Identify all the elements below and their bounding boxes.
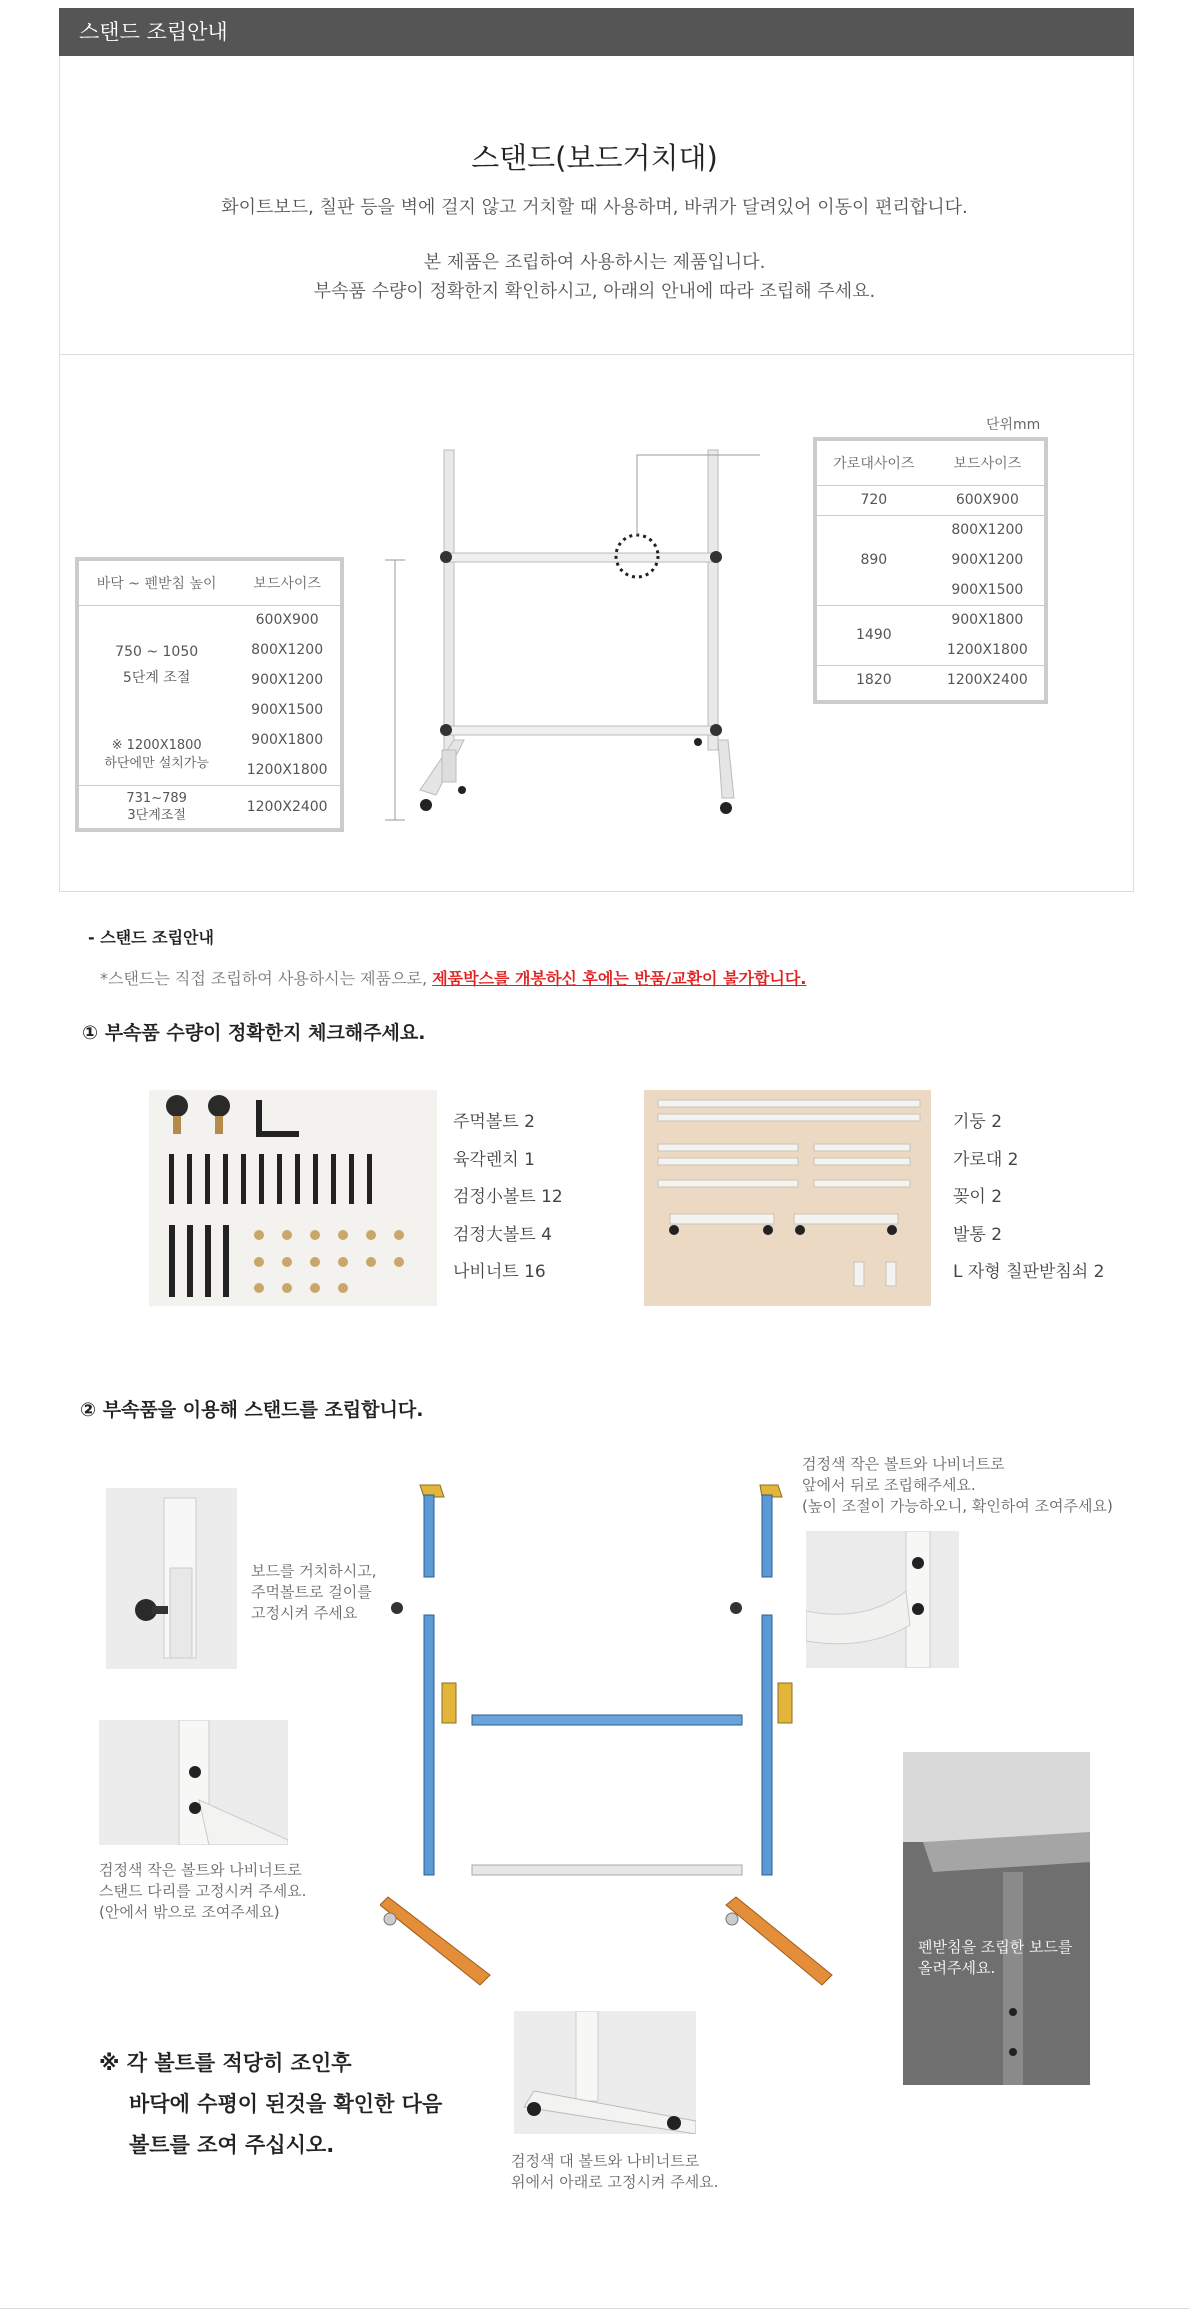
height-value: ※ 1200X1800 (111, 737, 202, 753)
height-value: 750 ~ 1050 (115, 644, 199, 661)
step1-title: ① 부속품 수량이 정확한지 체크해주세요. (82, 1022, 426, 1044)
caption-line: 위에서 아래로 고정시켜 주세요. (511, 2173, 719, 2191)
height-cell (79, 785, 234, 829)
bar-cell: 890 (817, 515, 931, 605)
size-cell: 900X1500 (931, 575, 1044, 605)
bar-cell: 1820 (856, 672, 892, 689)
small-parts-photo (149, 1090, 437, 1306)
caption-line: 스탠드 다리를 고정시켜 주세요. (99, 1882, 307, 1900)
caption-leg (99, 1860, 306, 1923)
product-note-2: 부속품 수량이 정확한지 확인하시고, 아래의 안내에 따라 조립해 주세요. (313, 281, 876, 302)
caption-foot (511, 2151, 718, 2193)
step2-title: ② 부속품을 이용해 스탠드를 조립합니다. (80, 1399, 424, 1421)
part-item: 발통 2 (953, 1224, 1003, 1245)
height-sub: 3단계조절 (127, 808, 186, 824)
caption-knob (251, 1561, 376, 1624)
size-cell: 900X1200 (951, 552, 1024, 568)
guide-label: - 스탠드 조립안내 (88, 928, 214, 947)
caption-line: 검정색 작은 볼트와 나비너트로 (802, 1455, 1005, 1473)
caption-line: 주먹볼트로 걸이를 (251, 1583, 372, 1601)
part-item: 검정大볼트 4 (453, 1224, 552, 1245)
bar-detail-photo (806, 1531, 959, 1668)
height-sub: 하단에만 설치가능 (104, 755, 209, 771)
col-header-height: 바닥 ~ 펜받침 높이 (79, 561, 234, 605)
assembly-diagram (380, 1475, 840, 1995)
size-cell: 1200X1800 (931, 635, 1044, 665)
caption-line: (높이 조절이 가능하오니, 확인하여 조여주세요) (802, 1497, 1113, 1515)
small-parts-list (453, 1104, 563, 1292)
bar-cell: 720 (817, 485, 931, 515)
final-instruction (99, 2043, 442, 2166)
stand-illustration (380, 440, 760, 830)
bar-size-table (813, 437, 1048, 704)
product-description: 화이트보드, 칠판 등을 벽에 걸지 않고 거치할 때 사용하며, 바퀴가 달려있어 이동이 편리합니다. (221, 197, 968, 218)
col-header-bar: 가로대사이즈 (817, 441, 931, 485)
leg-detail-photo (99, 1720, 288, 1845)
col-header-board: 보드사이즈 (234, 561, 340, 605)
part-item: L 자형 칠판받침쇠 2 (953, 1262, 1105, 1282)
height-dimension-line (380, 555, 410, 825)
caption-pen (918, 1937, 1072, 1979)
frame-parts-photo (644, 1090, 931, 1306)
height-cell (79, 605, 234, 725)
final-line: ※ 각 볼트를 적당히 조인후 (99, 2051, 352, 2075)
size-cell: 1200X2400 (946, 672, 1028, 689)
bar-cell: 1490 (817, 605, 931, 665)
size-cell: 800X1200 (251, 642, 324, 658)
size-cell: 900X1200 (251, 672, 324, 688)
section-title-bar (59, 8, 1134, 56)
product-note-1: 본 제품은 조립하여 사용하시는 제품입니다. (423, 252, 766, 273)
notice-text: *스탠드는 직접 조립하여 사용하시는 제품으로, (100, 969, 433, 988)
size-cell: 600X900 (255, 612, 319, 629)
guide-notice (100, 966, 806, 989)
final-line: 바닥에 수평이 된것을 확인한 다음 (129, 2092, 443, 2116)
caption-line: 올려주세요. (918, 1959, 996, 1977)
caption-line: (안에서 밖으로 조여주세요) (99, 1903, 280, 1921)
part-item: 가로대 2 (953, 1149, 1019, 1170)
height-size-table (75, 557, 344, 832)
frame-parts-list (953, 1104, 1104, 1292)
part-item: 나비너트 16 (453, 1262, 546, 1282)
size-cell: 900X1800 (251, 732, 324, 748)
size-cell: 600X900 (931, 485, 1044, 515)
part-item: 검정小볼트 12 (453, 1187, 563, 1207)
section-title: 스탠드 조립안내 (79, 20, 228, 44)
pen-tray-photo (903, 1752, 1090, 2085)
product-title: 스탠드(보드거치대) (471, 141, 718, 175)
part-item: 기둥 2 (953, 1112, 1003, 1132)
size-cell: 1200X2400 (234, 785, 340, 829)
size-cell: 900X1800 (951, 612, 1024, 629)
caption-line: 고정시켜 주세요 (251, 1604, 358, 1622)
size-cell: 800X1200 (951, 522, 1024, 539)
part-item: 꽂이 2 (953, 1187, 1003, 1207)
height-sub: 5단계 조절 (122, 670, 191, 687)
col-header-board: 보드사이즈 (931, 441, 1044, 485)
caption-line: 검정색 대 볼트와 나비너트로 (511, 2152, 700, 2170)
bottom-divider (0, 2308, 1189, 2309)
height-value: 731~789 (126, 791, 187, 807)
caption-line: 보드를 거치하시고, (251, 1562, 377, 1580)
knob-detail-photo (106, 1488, 237, 1669)
caption-top-right (802, 1454, 1113, 1517)
part-item: 주먹볼트 2 (453, 1112, 535, 1132)
height-cell (79, 725, 234, 785)
final-line: 볼트를 조여 주십시오. (129, 2133, 335, 2157)
size-cell: 1200X1800 (246, 761, 328, 778)
size-cell: 900X1500 (251, 702, 324, 718)
notice-warning: 제품박스를 개봉하신 후에는 반품/교환이 불가합니다. (432, 969, 807, 988)
unit-label: 단위mm (986, 417, 1041, 433)
part-item: 육각렌치 1 (453, 1149, 535, 1170)
caption-line: 검정색 작은 볼트와 나비너트로 (99, 1861, 302, 1879)
caption-line: 펜받침을 조립한 보드를 (918, 1938, 1073, 1956)
foot-detail-photo (514, 2011, 696, 2134)
caption-line: 앞에서 뒤로 조립해주세요. (802, 1476, 976, 1494)
divider (59, 354, 1134, 355)
